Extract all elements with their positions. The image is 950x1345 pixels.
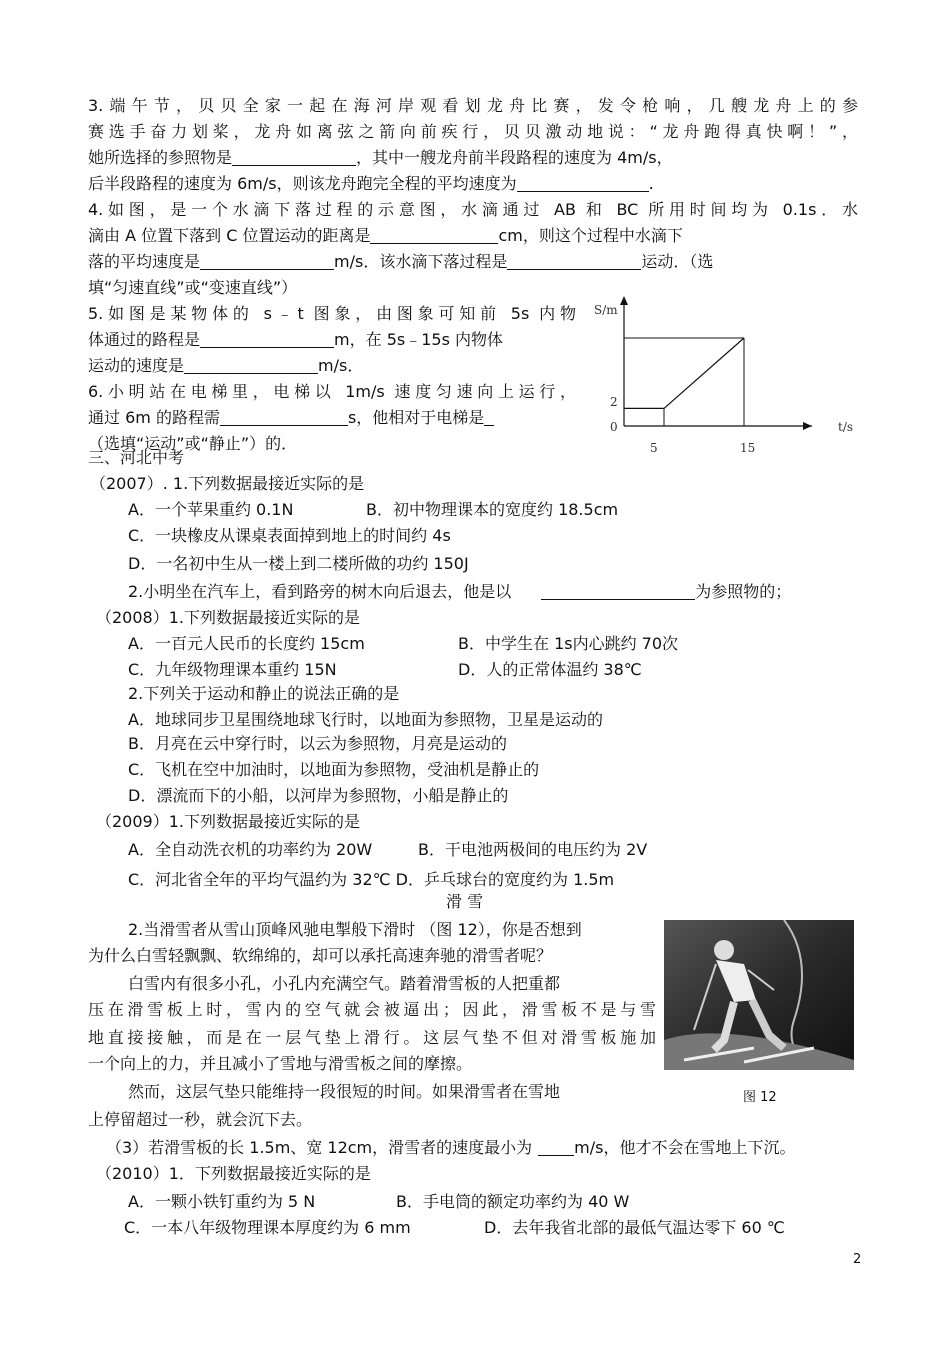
q4-line4: 填“匀速直线”或“变速直线”） — [88, 278, 298, 297]
y2007-option-b: B．初中物理课本的宽度约 18.5cm — [366, 500, 619, 519]
y2010-heading: （2010）1．下列数据最接近实际的是 — [96, 1164, 371, 1183]
y2007-option-a: A．一个苹果重约 0.1N — [128, 500, 294, 519]
q5-text-b: m，在 5s﹣15s 内物体 — [334, 330, 503, 349]
y2009-q3-text-b: m/s，他才不会在雪地上下沉。 — [574, 1138, 796, 1157]
y2010-option-c: C．一本八年级物理课本厚度约为 6 mm — [124, 1218, 411, 1237]
chart-guides — [624, 338, 744, 426]
answer-blank[interactable] — [220, 409, 348, 426]
q3-line4 — [88, 174, 654, 194]
answer-blank[interactable] — [184, 357, 318, 374]
answer-blank[interactable] — [200, 253, 334, 270]
article-para-6: 一个向上的力，并且减小了雪地与滑雪板之间的摩擦。 — [88, 1054, 473, 1073]
q3-text-b: ，其中一艘龙舟前半段路程的速度为 4m/s， — [356, 148, 673, 167]
q6-line1: 6.小明站在电梯里，电梯以 1m/s 速度匀速向上运行， — [88, 382, 576, 401]
y2008-q2-option-c: C．飞机在空中加油时，以地面为参照物，受油机是静止的 — [128, 760, 540, 779]
y2008-heading: （2008）1.下列数据最接近实际的是 — [96, 608, 360, 627]
tick-label-origin: 0 — [610, 420, 618, 434]
answer-blank[interactable] — [541, 583, 695, 600]
figure-caption: 图 12 — [743, 1090, 777, 1105]
skier-illustration — [664, 920, 854, 1070]
q4-line3 — [88, 252, 713, 272]
q4-line1: 4.如图，是一个水滴下落过程的示意图，水滴通过 AB 和 BC 所用时间均为 0.1s．水 — [88, 200, 858, 219]
y2009-option-a: A．全自动洗衣机的功率约为 20W — [128, 840, 373, 859]
q3-text-c: 后半段路程的速度为 6m/s，则该龙舟跑完全程的平均速度为 — [88, 174, 517, 193]
answer-blank[interactable] — [200, 331, 334, 348]
q6-line3: （选填“运动”或“静止”）的． — [88, 434, 298, 453]
q5-text-c: 运动的速度是 — [88, 356, 185, 375]
q3-line1: 3.端午节，贝贝全家一起在海河岸观看划龙舟比赛，发令枪响，几艘龙舟上的参 — [88, 96, 858, 115]
q4-line2 — [88, 226, 683, 246]
y2009-option-c-d: C．河北省全年的平均气温约为 32℃ D．乒乓球台的宽度约为 1.5m — [128, 870, 615, 889]
y2007-q2-text-b: 为参照物的； — [695, 582, 792, 601]
y2008-option-b: B．中学生在 1s内心跳约 70次 — [458, 634, 679, 653]
section-heading: 三、河北中考 — [88, 448, 185, 467]
tick-label-y-2: 2 — [610, 395, 618, 409]
q6-text-a: 通过 6m 的路程需 — [88, 408, 220, 427]
q3-text-d: . — [648, 174, 654, 193]
article-para-4: 压在滑雪板上时，雪内的空气就会被逼出；因此，滑雪板不是与雪 — [88, 1000, 656, 1019]
y2008-q2: 2.下列关于运动和静止的说法正确的是 — [128, 684, 400, 703]
y-axis-arrow — [620, 296, 628, 305]
x-axis-arrow — [803, 422, 812, 430]
y2010-option-a: A．一颗小铁钉重约为 5 N — [128, 1192, 316, 1211]
q4-text-b: cm，则这个过程中水滴下 — [498, 226, 683, 245]
y2007-q2 — [128, 582, 791, 602]
q5-line1: 5.如图是某物体的 s﹣t 图象，由图象可知前 5s 内物 — [88, 304, 576, 323]
y2008-option-a: A．一百元人民币的长度约 15cm — [128, 634, 365, 653]
y2007-q2-text-a: 2.小明坐在汽车上，看到路旁的树木向后退去，他是以 — [128, 582, 512, 601]
y2007-heading: （2007）. 1.下列数据最接近实际的是 — [90, 474, 365, 493]
q5-text-d: m/s． — [318, 356, 364, 375]
skier-photo — [664, 920, 854, 1070]
article-para-7: 然而，这层气垫只能维持一段很短的时间。如果滑雪者在雪地 — [128, 1082, 561, 1101]
q6-line2 — [88, 408, 494, 428]
q3-text-a: 她所选择的参照物是 — [88, 148, 233, 167]
s-t-chart — [590, 290, 870, 470]
tick-label-x-5: 5 — [650, 441, 658, 455]
article-para-3: 白雪内有很多小孔，小孔内充满空气。踏着滑雪板的人把重都 — [128, 974, 561, 993]
q6-text-b: s，他相对于电梯是 — [347, 408, 485, 427]
answer-blank[interactable] — [484, 409, 494, 426]
q5-line2 — [88, 330, 503, 350]
q4-text-e: 运动．（选 — [641, 252, 714, 271]
q4-text-c: 落的平均速度是 — [88, 252, 201, 271]
y2008-q2-option-a: A．地球同步卫星围绕地球飞行时，以地面为参照物，卫星是运动的 — [128, 710, 603, 729]
answer-blank[interactable] — [517, 175, 649, 192]
tick-label-x-15: 15 — [740, 441, 756, 455]
x-axis-label: t/s — [838, 420, 854, 434]
article-para-1: 2.当滑雪者从雪山顶峰风驰电掣般下滑时 （图 12），你是否想到 — [128, 920, 582, 939]
answer-blank[interactable] — [507, 253, 641, 270]
y2009-option-b: B．干电池两极间的电压约为 2V — [418, 840, 648, 859]
answer-blank[interactable] — [232, 149, 356, 166]
y2009-q3-text-a: （3）若滑雪板的长 1.5m、宽 12cm，滑雪者的速度最小为 — [106, 1138, 533, 1157]
q3-line3 — [88, 148, 673, 168]
q4-text-a: 滴由 A 位置下落到 C 位置运动的距离是 — [88, 226, 371, 245]
answer-blank[interactable] — [538, 1139, 574, 1156]
article-title: 滑 雪 — [446, 892, 484, 911]
y2009-q3 — [106, 1138, 795, 1158]
article-para-5: 地直接接触，而是在一层气垫上滑行。这层气垫不但对滑雪板施加 — [88, 1028, 656, 1047]
answer-blank[interactable] — [370, 227, 498, 244]
y-axis-label: S/m — [594, 303, 618, 317]
y2007-option-c: C．一块橡皮从课桌表面掉到地上的时间约 4s — [128, 526, 451, 545]
y2008-option-c: C．九年级物理课本重约 15N — [128, 660, 337, 679]
y2008-option-d: D．人的正常体温约 38℃ — [458, 660, 642, 679]
y2010-option-b: B．手电筒的额定功率约为 40 W — [396, 1192, 630, 1211]
y2007-option-d: D．一名初中生从一楼上到二楼所做的功约 150J — [128, 554, 469, 573]
series-line — [624, 338, 744, 408]
q5-text-a: 体通过的路程是 — [88, 330, 201, 349]
q5-line3 — [88, 356, 363, 376]
article-para-2: 为什么白雪轻飘飘、软绵绵的，却可以承托高速奔驰的滑雪者呢？ — [88, 946, 553, 965]
y2008-q2-option-b: B．月亮在云中穿行时，以云为参照物，月亮是运动的 — [128, 734, 507, 753]
q4-text-d: m/s．该水滴下落过程是 — [334, 252, 508, 271]
q3-line2: 赛选手奋力划桨，龙舟如离弦之箭向前疾行，贝贝激动地说：“龙舟跑得真快啊！”， — [88, 122, 858, 141]
y2009-heading: （2009）1.下列数据最接近实际的是 — [96, 812, 360, 831]
article-para-8: 上停留超过一秒，就会沉下去。 — [88, 1110, 313, 1129]
y2010-option-d: D．去年我省北部的最低气温达零下 60 ℃ — [484, 1218, 785, 1237]
page-number: 2 — [853, 1252, 862, 1267]
y2008-q2-option-d: D．漂流而下的小船，以河岸为参照物，小船是静止的 — [128, 786, 509, 805]
